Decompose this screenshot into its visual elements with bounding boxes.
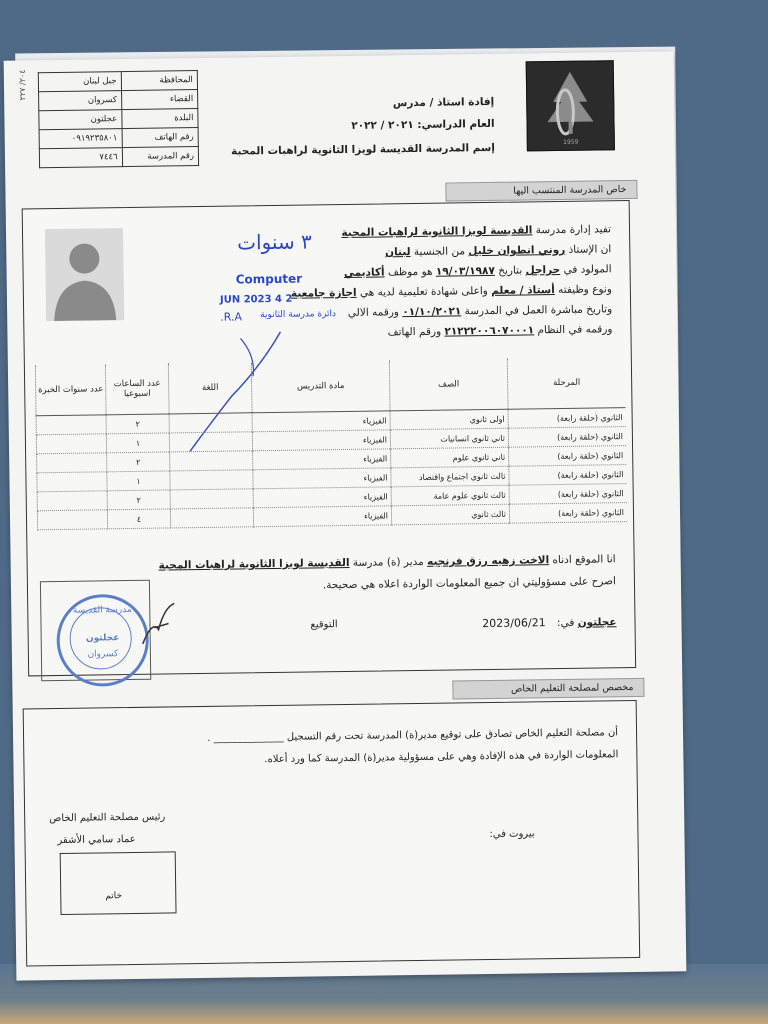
approval-line-1: أن مصلحة التعليم الخاص تصادق على توقيع مدير(ة) المدرسة تحت رقم التسجيل ______________ . (207, 727, 619, 744)
cell-stage: الثانوي (حلقة رابعة) (509, 465, 627, 486)
line-birth (344, 263, 612, 279)
signature-label: التوقيع (310, 619, 338, 631)
stamp-initials: R.A. (220, 310, 243, 324)
header-cell: مادة التدريس (251, 360, 390, 412)
table-header-row (35, 357, 625, 416)
cell-experience (37, 510, 107, 530)
seal-bottom-text: كسروان (87, 649, 119, 660)
cell-stage: الثانوي (حلقة رابعة) (509, 503, 627, 524)
cell-subject: الفيزياء (253, 468, 391, 489)
cell-language (169, 432, 252, 452)
line-declaration-1 (159, 553, 616, 571)
info-row (39, 109, 198, 130)
academic-year: العام الدراسي: ٢٠٢١ / ٢٠٢٢ (351, 117, 495, 132)
cell-class: ثالث ثانوي اجتماع واقتصاد (391, 466, 509, 487)
cell-hours: ٢ (107, 490, 170, 510)
text: المولود في (563, 263, 612, 276)
place-date (482, 615, 616, 630)
header-cell: الصف (389, 359, 508, 411)
info-row (39, 147, 198, 168)
stamp-arabic: دائرة مدرسة الثانوية (260, 309, 337, 321)
cell-language (169, 413, 252, 433)
info-label: رقم الهاتف (122, 128, 199, 148)
school-info-table (38, 70, 199, 168)
text: بتاريخ (498, 264, 523, 277)
cell-language (170, 489, 253, 509)
text: من الجنسية (413, 245, 466, 259)
cell-language (170, 508, 253, 528)
info-label: المحافظة (121, 71, 198, 91)
svg-text:1959: 1959 (563, 138, 579, 146)
line-school-statement (341, 223, 611, 239)
filled-teacher-name: روني انطوان خليل (468, 243, 566, 258)
section-tab-private-education: مخصص لمصلحة التعليم الخاص (452, 678, 644, 700)
stamp-computer: Computer (235, 271, 303, 287)
info-label: رقم المدرسة (122, 147, 199, 167)
info-value: عجلتون (39, 110, 122, 130)
person-placeholder-icon (45, 228, 124, 321)
text: مدير (ة) مدرسة (352, 555, 424, 569)
cell-stage: الثانوي (حلقة رابعة) (508, 408, 626, 429)
text: هو موظف (387, 265, 433, 279)
header-cell: عدد الساعات اسبوعيا (105, 363, 169, 414)
cell-stage: الثانوي (حلقة رابعة) (508, 427, 626, 448)
approval-line-2: المعلومات الواردة في هذه الإفادة وهي على مسؤولية مدير(ة) المدرسة كما ورد أعلاه. (264, 749, 619, 766)
cell-subject: الفيزياء (253, 506, 391, 527)
filled-degree: اجازة جامعية (290, 286, 357, 300)
text: وتاريخ مباشرة العمل في المدرسة (464, 303, 613, 318)
cell-subject: الفيزياء (252, 411, 390, 432)
cell-class: اولى ثانوي (390, 409, 508, 430)
head-name: عماد سامي الأشقر (57, 833, 136, 847)
beirut-date-label: بيروت في: (489, 828, 535, 841)
cell-class: ثالث ثانوي (391, 504, 509, 525)
info-label: البلدة (121, 109, 198, 129)
seal-mid-text: عجلتون (85, 633, 120, 644)
text: ورقمه في النظام (537, 323, 613, 337)
cell-class: ثاني ثانوي انسانيات (390, 428, 508, 449)
text: واعلى شهادة تعليمية لديه هي (359, 284, 488, 299)
info-row (38, 71, 197, 92)
school-name: إسم المدرسة القديسة لويزا الثانوية لراهبات المحبة (231, 141, 495, 158)
line-system-number (388, 323, 613, 338)
stamp-date: 2 4 JUN 2023 (219, 293, 293, 306)
text: في: (556, 616, 575, 630)
filled-birthplace: حراجل (525, 263, 561, 277)
text: ونوع وظيفته (558, 283, 612, 297)
cell-class: ثاني ثانوي علوم (391, 447, 509, 468)
signature-scribble (138, 599, 179, 650)
filled-date: 2023/06/21 (482, 616, 546, 631)
line-job (291, 283, 612, 299)
seal-label: خاتم (105, 891, 123, 902)
line-teacher-name (385, 243, 611, 258)
info-label: القضاء (121, 90, 198, 110)
info-value: ٠٩١٩٢٣٥٨٠١ (39, 129, 122, 149)
cell-subject: الفيزياء (253, 449, 391, 470)
cell-hours: ١ (107, 471, 170, 491)
filled-school-2: القديسة لويزا الثانوية لراهبات المحبة (158, 556, 350, 572)
side-code: ٢٠٤/ ٢٢٧ (17, 69, 28, 101)
text: ورقم الهاتف (387, 325, 442, 339)
text: تفيد إدارة مدرسة (535, 223, 612, 237)
head-title: رئيس مصلحة التعليم الخاص (49, 811, 166, 825)
school-section-box (22, 200, 636, 676)
cedar-logo-icon (526, 60, 615, 151)
text: انا الموقع ادناه (552, 553, 616, 567)
cell-class: ثالث ثانوي علوم عامة (391, 485, 509, 506)
text: ان الإستاذ (568, 243, 612, 256)
cell-language (170, 451, 253, 471)
filled-start-date: ٠١/١٠/٢٠٢١ (402, 305, 462, 319)
cell-hours: ٤ (107, 509, 170, 529)
cell-experience (37, 491, 107, 511)
info-value: كسروان (39, 91, 122, 111)
filled-system-number: ٢١٢٢٢٠٠٦٠٧٠٠٠١ (444, 324, 535, 338)
section-tab-school: خاص المدرسة المنتسب اليها (445, 180, 637, 202)
cell-hours: ٢ (107, 452, 170, 472)
cell-language (170, 470, 253, 490)
cell-stage: الثانوي (حلقة رابعة) (509, 446, 627, 467)
seal-top-text: مدرسة القديسة (72, 604, 132, 616)
line-declaration-2: اصرح على مسؤوليتي ان جميع المعلومات الواردة اعلاه هي صحيحة. (322, 575, 617, 592)
filled-birthdate: ١٩/٠٣/١٩٨٧ (435, 264, 495, 278)
cell-experience (36, 434, 106, 454)
cell-subject: الفيزياء (253, 487, 391, 508)
header-cell: المرحلة (507, 357, 625, 409)
filled-job: أستاذ / معلم (491, 284, 555, 297)
certificate-document (4, 51, 687, 980)
filled-place: عجلتون (577, 616, 617, 629)
filled-director: الاخت زهيه رزق فرنجيه (426, 554, 550, 568)
filled-school: القديسة لويزا الثانوية لراهبات المحبة (341, 224, 533, 240)
cell-hours: ٢ (106, 414, 169, 434)
info-value: ٧٤٤٦ (39, 148, 122, 168)
info-value: جبل لبنان (38, 72, 121, 92)
line-start-date (348, 303, 612, 319)
document-title: إفادة استاذ / مدرس (392, 95, 495, 110)
header-cell: اللغة (168, 362, 252, 414)
private-education-box (23, 700, 641, 967)
cell-experience (37, 453, 107, 473)
handwritten-years: ٣ سنوات (237, 229, 312, 255)
cell-subject: الفيزياء (252, 430, 390, 451)
filled-employee-type: أكاديمي (343, 266, 385, 279)
cell-experience (37, 472, 107, 492)
info-row (39, 128, 198, 149)
header-cell: عدد سنوات الخبرة (35, 364, 106, 415)
cell-hours: ١ (106, 433, 169, 453)
cell-stage: الثانوي (حلقة رابعة) (509, 484, 627, 505)
seal-box (60, 851, 177, 915)
cell-experience (36, 415, 106, 435)
info-row (39, 90, 198, 111)
teaching-table (35, 357, 627, 530)
filled-nationality: لبنان (385, 246, 411, 259)
text: ورقمه الالي (347, 306, 400, 319)
